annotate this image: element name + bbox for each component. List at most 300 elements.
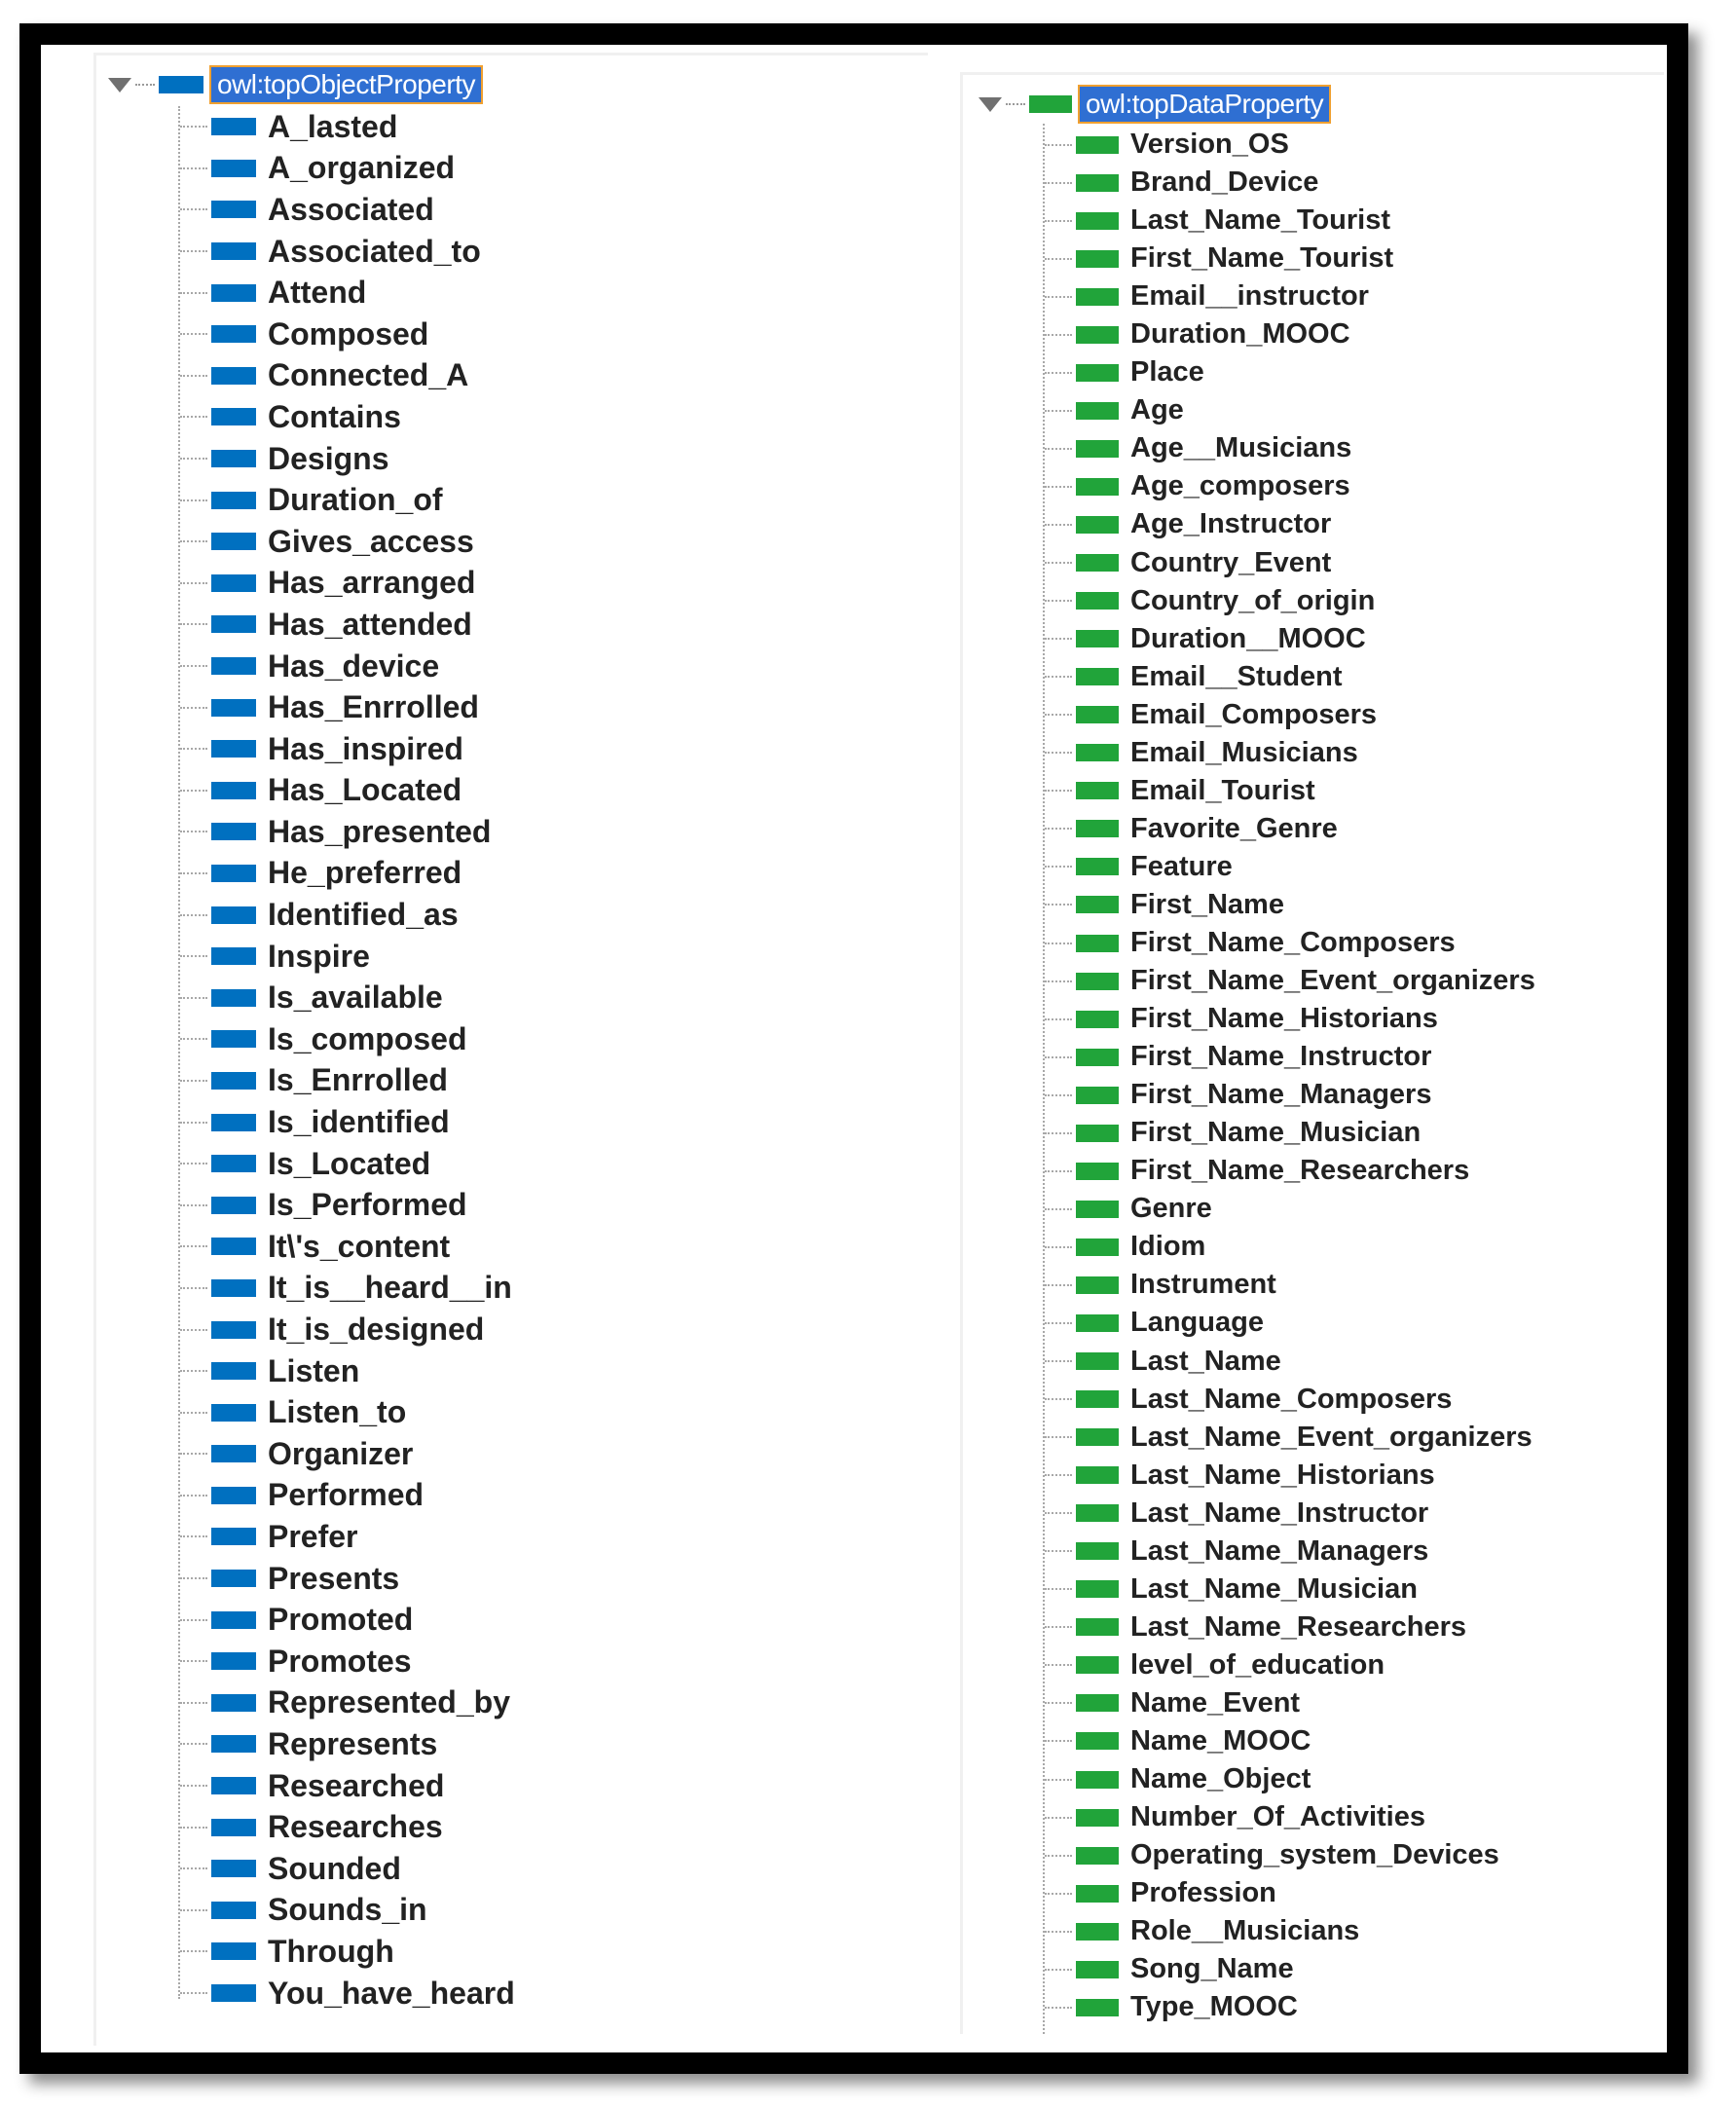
tree-item[interactable] — [1045, 1533, 1535, 1571]
tree-connector — [1045, 1855, 1072, 1857]
tree-connector — [1045, 1094, 1072, 1096]
object-property-icon — [211, 1114, 256, 1131]
data-property-icon — [1076, 1466, 1119, 1484]
tree-connector — [180, 1163, 207, 1164]
object-property-hierarchy-panel — [93, 53, 928, 2046]
tree-item-label: A_lasted — [268, 108, 398, 144]
tree-item-label: Name_MOOC — [1130, 1724, 1311, 1756]
tree-item-label: Song_Name — [1130, 1953, 1294, 1985]
tree-item-label: Listen_to — [268, 1394, 407, 1430]
tree-item[interactable] — [180, 604, 515, 646]
tree-connector — [1045, 1817, 1072, 1819]
tree-connector — [1045, 144, 1072, 146]
data-property-icon — [1076, 820, 1119, 837]
tree-item[interactable] — [1045, 505, 1535, 543]
tree-item[interactable] — [180, 438, 515, 480]
data-property-icon — [1076, 1276, 1119, 1294]
data-property-icon — [1076, 592, 1119, 610]
tree-item[interactable] — [180, 272, 515, 314]
tree-item[interactable] — [180, 936, 515, 978]
data-property-list — [1045, 126, 1535, 2026]
tree-connector — [180, 665, 207, 667]
tree-item[interactable] — [1045, 962, 1535, 1000]
data-property-icon — [1076, 402, 1119, 420]
tree-item-label: First_Name_Event_organizers — [1130, 965, 1535, 997]
tree-item-label: Last_Name — [1130, 1345, 1281, 1377]
tree-connector — [1045, 1702, 1072, 1704]
tree-connector — [1045, 1398, 1072, 1400]
tree-item[interactable] — [180, 1641, 515, 1682]
tree-item-label: Last_Name_Event_organizers — [1130, 1421, 1533, 1453]
data-property-icon — [1076, 1504, 1119, 1522]
tree-connector — [1045, 866, 1072, 868]
data-property-icon — [1076, 212, 1119, 230]
tree-item[interactable] — [1045, 696, 1535, 734]
tree-item[interactable] — [1045, 467, 1535, 505]
tree-item[interactable] — [1045, 1304, 1535, 1342]
tree-connector — [1045, 1474, 1072, 1476]
tree-item[interactable] — [180, 1558, 515, 1600]
tree-item[interactable] — [1045, 1722, 1535, 1760]
data-property-icon — [1076, 1125, 1119, 1142]
tree-item-label: First_Name — [1130, 888, 1284, 920]
tree-item[interactable] — [180, 1599, 515, 1641]
tree-item[interactable] — [1045, 582, 1535, 620]
tree-item[interactable] — [180, 1723, 515, 1765]
tree-item-label: Sounded — [268, 1850, 401, 1886]
tree-connector — [180, 1287, 207, 1289]
tree-item[interactable] — [1045, 1950, 1535, 1988]
tree-item-label: Duration__MOOC — [1130, 622, 1366, 654]
tree-item[interactable] — [1045, 164, 1535, 202]
tree-item-label: Age — [1130, 394, 1184, 426]
tree-item[interactable] — [180, 1848, 515, 1890]
tree-item-label: Identified_as — [268, 897, 459, 933]
tree-connector — [1045, 448, 1072, 450]
tree-item[interactable] — [1045, 544, 1535, 582]
object-property-icon — [211, 947, 256, 965]
tree-item[interactable] — [1045, 126, 1535, 164]
tree-item-label: Performed — [268, 1477, 425, 1513]
tree-item-label: Represents — [268, 1725, 438, 1761]
collapse-triangle-icon[interactable] — [979, 97, 1002, 112]
tree-connector — [1045, 372, 1072, 374]
data-property-icon — [1076, 554, 1119, 572]
tree-item[interactable] — [1045, 1912, 1535, 1950]
tree-item[interactable] — [1045, 1152, 1535, 1190]
tree-item[interactable] — [1045, 1076, 1535, 1114]
tree-connector — [180, 167, 207, 169]
data-property-icon — [1076, 782, 1119, 799]
data-property-icon — [1076, 250, 1119, 268]
tree-item[interactable] — [1045, 1457, 1535, 1495]
object-property-icon — [211, 1777, 256, 1794]
object-property-icon — [211, 740, 256, 758]
tree-item-label: Place — [1130, 356, 1204, 388]
data-property-icon — [1076, 706, 1119, 723]
tree-item-label: You_have_heard — [268, 1975, 515, 2011]
tree-item-label: Attend — [268, 275, 367, 311]
tree-item[interactable] — [180, 396, 515, 438]
tree-item[interactable] — [180, 521, 515, 563]
data-property-icon — [1076, 935, 1119, 952]
tree-connector — [180, 707, 207, 709]
data-tree-root-row[interactable] — [979, 85, 1331, 124]
tree-connector — [1045, 1360, 1072, 1362]
tree-item[interactable] — [180, 355, 515, 397]
object-property-icon — [211, 408, 256, 425]
tree-item-label: Last_Name_Instructor — [1130, 1497, 1429, 1529]
tree-item-label: Has_presented — [268, 813, 492, 849]
data-property-icon — [1076, 1885, 1119, 1903]
data-property-icon — [1076, 1694, 1119, 1712]
tree-connector — [180, 1329, 207, 1331]
tree-item[interactable] — [180, 646, 515, 687]
tree-item[interactable] — [1045, 886, 1535, 924]
tree-item-label: Promotes — [268, 1643, 412, 1679]
tree-connector — [180, 1370, 207, 1372]
object-property-icon — [211, 118, 256, 135]
data-property-icon — [1076, 1352, 1119, 1370]
object-property-icon — [211, 325, 256, 343]
tree-connector — [1045, 828, 1072, 830]
tree-item[interactable] — [180, 1931, 515, 1973]
tree-item[interactable] — [180, 811, 515, 853]
tree-connector — [180, 416, 207, 418]
tree-connector — [180, 1743, 207, 1745]
tree-item-label: Composed — [268, 315, 429, 351]
object-property-icon — [211, 450, 256, 467]
tree-item-label: Is_Located — [268, 1145, 431, 1181]
tree-connector — [1006, 103, 1025, 105]
tree-item[interactable] — [1045, 1419, 1535, 1457]
tree-connector — [1045, 220, 1072, 222]
tree-item[interactable] — [1045, 1190, 1535, 1228]
tree-item-label: First_Name_Researchers — [1130, 1155, 1470, 1187]
tree-connector — [1045, 562, 1072, 564]
tree-item[interactable] — [1045, 1684, 1535, 1722]
data-property-icon — [1076, 1542, 1119, 1560]
tree-item-label: Researched — [268, 1767, 445, 1803]
tree-item-label: Is_Enrrolled — [268, 1062, 448, 1098]
data-property-icon — [1076, 1999, 1119, 2016]
tree-item-label: Feature — [1130, 850, 1233, 882]
tree-item[interactable] — [180, 1060, 515, 1102]
tree-item[interactable] — [1045, 1798, 1535, 1836]
tree-item[interactable] — [180, 1475, 515, 1517]
tree-item-label: Name_Event — [1130, 1686, 1301, 1719]
object-property-icon — [211, 1487, 256, 1504]
tree-connector — [180, 1204, 207, 1206]
object-property-icon — [211, 1570, 256, 1587]
object-property-icon — [211, 1030, 256, 1048]
tree-item[interactable] — [180, 479, 515, 521]
tree-item-label: Type_MOOC — [1130, 1991, 1298, 2023]
tree-item[interactable] — [180, 770, 515, 812]
tree-item[interactable] — [180, 1433, 515, 1475]
tree-item-label: Represented_by — [268, 1684, 510, 1720]
data-property-icon — [1076, 668, 1119, 685]
tree-item[interactable] — [180, 1268, 515, 1310]
tree-connector — [1045, 410, 1072, 412]
tree-connector — [180, 540, 207, 542]
tree-connector — [180, 126, 207, 128]
tree-connector — [1045, 676, 1072, 678]
data-property-icon — [1076, 858, 1119, 875]
object-property-icon — [211, 782, 256, 799]
tree-item[interactable] — [180, 106, 515, 148]
tree-item[interactable] — [180, 894, 515, 936]
data-property-icon — [1029, 95, 1072, 113]
data-property-icon — [1076, 1238, 1119, 1256]
tree-connector — [1045, 790, 1072, 792]
tree-item[interactable] — [1045, 1571, 1535, 1608]
data-property-icon — [1076, 440, 1119, 458]
tree-item[interactable] — [180, 853, 515, 895]
object-property-icon — [211, 1984, 256, 2002]
tree-item[interactable] — [1045, 202, 1535, 240]
tree-connector — [180, 333, 207, 335]
tree-item[interactable] — [1045, 1646, 1535, 1684]
data-property-icon — [1076, 516, 1119, 534]
data-property-icon — [1076, 1847, 1119, 1865]
tree-item-label: Country_of_origin — [1130, 584, 1376, 616]
tree-item[interactable] — [180, 148, 515, 190]
object-property-icon — [211, 492, 256, 509]
tree-item[interactable] — [180, 1143, 515, 1185]
data-property-icon — [1076, 1011, 1119, 1028]
tree-item-label: Genre — [1130, 1193, 1212, 1225]
object-property-icon — [211, 242, 256, 260]
tree-item-label: Number_Of_Activities — [1130, 1801, 1425, 1833]
object-property-list — [180, 106, 515, 2014]
data-tree-root-label[interactable]: owl:topDataProperty — [1078, 85, 1331, 124]
object-property-icon — [211, 1694, 256, 1712]
data-property-icon — [1076, 1049, 1119, 1066]
object-property-icon — [211, 1445, 256, 1462]
tree-item[interactable] — [1045, 620, 1535, 658]
tree-item-label: Email_Tourist — [1130, 774, 1315, 806]
tree-item[interactable] — [1045, 1988, 1535, 2026]
tree-item-label: Prefer — [268, 1518, 358, 1554]
tree-connector — [180, 1122, 207, 1124]
tree-item-label: It_is__heard__in — [268, 1270, 512, 1306]
tree-item-label: Associated_to — [268, 233, 481, 269]
data-property-icon — [1076, 174, 1119, 192]
tree-item-label: Has_attended — [268, 606, 472, 642]
object-property-icon — [211, 160, 256, 177]
tree-item[interactable] — [1045, 810, 1535, 848]
tree-item[interactable] — [1045, 315, 1535, 353]
tree-item[interactable] — [1045, 1874, 1535, 1912]
tree-item-label: Language — [1130, 1307, 1264, 1339]
tree-connector — [180, 790, 207, 792]
tree-connector — [180, 375, 207, 377]
tree-item[interactable] — [180, 189, 515, 231]
tree-item[interactable] — [1045, 240, 1535, 277]
tree-item[interactable] — [1045, 1381, 1535, 1419]
tree-connector — [1045, 524, 1072, 526]
object-tree-root-label[interactable]: owl:topObjectProperty — [209, 65, 483, 104]
object-property-icon — [211, 1735, 256, 1753]
tree-connector — [180, 1827, 207, 1829]
data-property-icon — [1076, 1771, 1119, 1789]
tree-connector — [180, 208, 207, 210]
tree-connector — [180, 914, 207, 916]
tree-item-label: Connected_A — [268, 357, 469, 393]
tree-connector — [1045, 1550, 1072, 1552]
tree-item[interactable] — [180, 1101, 515, 1143]
tree-item-label: Designs — [268, 440, 389, 476]
tree-item[interactable] — [180, 1890, 515, 1932]
data-property-icon — [1076, 1087, 1119, 1104]
data-property-icon — [1076, 896, 1119, 913]
object-property-icon — [211, 1942, 256, 1960]
tree-connector — [180, 250, 207, 252]
tree-item-label: Inspire — [268, 938, 370, 974]
tree-connector — [1045, 752, 1072, 754]
tree-item-label: Has_arranged — [268, 565, 476, 601]
tree-item-label: Has_inspired — [268, 730, 463, 766]
tree-item-label: Idiom — [1130, 1231, 1206, 1263]
data-property-icon — [1076, 288, 1119, 306]
object-property-icon — [211, 615, 256, 633]
tree-item[interactable] — [180, 1806, 515, 1848]
object-property-icon — [211, 367, 256, 385]
tree-item[interactable] — [180, 1350, 515, 1392]
tree-item-label: Is_Performed — [268, 1187, 467, 1223]
tree-item[interactable] — [180, 1184, 515, 1226]
object-property-icon — [211, 1197, 256, 1214]
tree-connector — [180, 1412, 207, 1414]
object-property-icon — [211, 823, 256, 840]
data-property-icon — [1076, 1961, 1119, 1978]
tree-item[interactable] — [1045, 772, 1535, 810]
tree-item[interactable] — [1045, 1608, 1535, 1646]
collapse-triangle-icon[interactable] — [108, 78, 131, 92]
tree-item[interactable] — [1045, 1760, 1535, 1798]
tree-item[interactable] — [180, 1682, 515, 1724]
object-property-icon — [211, 1652, 256, 1670]
data-property-icon — [1076, 1201, 1119, 1218]
tree-connector — [180, 1577, 207, 1579]
object-property-icon — [211, 657, 256, 675]
tree-item[interactable] — [1045, 1228, 1535, 1266]
tree-connector — [1045, 1893, 1072, 1895]
tree-item-label: Duration_of — [268, 482, 443, 518]
tree-connector — [1045, 638, 1072, 640]
object-property-icon — [211, 1611, 256, 1629]
tree-item-label: Email_Musicians — [1130, 736, 1358, 768]
tree-item[interactable] — [1045, 1038, 1535, 1076]
tree-item-label: Age_composers — [1130, 470, 1350, 502]
data-property-icon — [1076, 1428, 1119, 1446]
object-property-icon — [211, 1279, 256, 1297]
tree-item[interactable] — [1045, 658, 1535, 696]
tree-connector — [1045, 1170, 1072, 1172]
tree-connector — [180, 872, 207, 874]
tree-item[interactable] — [1045, 1343, 1535, 1381]
tree-item[interactable] — [1045, 848, 1535, 886]
tree-item[interactable] — [180, 686, 515, 728]
data-property-icon — [1076, 478, 1119, 496]
tree-item[interactable] — [1045, 1000, 1535, 1038]
tree-connector — [1045, 943, 1072, 944]
object-tree-root-row[interactable] — [108, 65, 483, 104]
tree-connector — [180, 1950, 207, 1952]
tree-item[interactable] — [180, 1309, 515, 1350]
tree-item-label: Researches — [268, 1809, 443, 1845]
tree-item[interactable] — [1045, 734, 1535, 772]
tree-item-label: A_organized — [268, 150, 456, 186]
object-property-icon — [211, 1902, 256, 1919]
data-property-icon — [1076, 1390, 1119, 1408]
tree-connector — [1045, 258, 1072, 260]
tree-item[interactable] — [1045, 1114, 1535, 1152]
tree-connector — [1045, 1740, 1072, 1742]
object-property-icon — [211, 1072, 256, 1090]
tree-item-label: Favorite_Genre — [1130, 812, 1338, 844]
tree-item[interactable] — [1045, 429, 1535, 467]
tree-item[interactable] — [180, 1226, 515, 1268]
tree-item-label: First_Name_Composers — [1130, 927, 1456, 958]
tree-item[interactable] — [180, 231, 515, 273]
tree-connector — [180, 458, 207, 460]
object-property-icon — [211, 699, 256, 717]
tree-item[interactable] — [180, 977, 515, 1018]
tree-item[interactable] — [1045, 1836, 1535, 1874]
tree-item[interactable] — [180, 1018, 515, 1060]
object-property-icon — [211, 533, 256, 550]
tree-item[interactable] — [1045, 391, 1535, 429]
tree-item[interactable] — [1045, 924, 1535, 962]
tree-item-label: First_Name_Historians — [1130, 1003, 1438, 1035]
data-property-icon — [1076, 1656, 1119, 1674]
tree-item[interactable] — [180, 1391, 515, 1433]
tree-item[interactable] — [180, 314, 515, 355]
tree-item-label: Has_device — [268, 647, 440, 684]
tree-item-label: He_preferred — [268, 855, 462, 891]
data-property-icon — [1076, 1580, 1119, 1598]
data-property-icon — [1076, 1809, 1119, 1827]
tree-connector — [180, 955, 207, 957]
tree-connector — [180, 582, 207, 584]
tree-item-label: Has_Located — [268, 772, 462, 808]
tree-item[interactable] — [180, 1765, 515, 1807]
tree-item[interactable] — [180, 563, 515, 605]
tree-connector — [180, 831, 207, 832]
tree-item[interactable] — [180, 1973, 515, 2015]
tree-connector — [180, 623, 207, 625]
tree-connector — [180, 748, 207, 750]
tree-connector — [180, 1992, 207, 1994]
tree-connector — [1045, 714, 1072, 716]
tree-item-label: Version_OS — [1130, 129, 1289, 161]
data-property-icon — [1076, 1923, 1119, 1941]
tree-item[interactable] — [180, 1516, 515, 1558]
tree-item[interactable] — [1045, 1266, 1535, 1304]
tree-item-label: Email__instructor — [1130, 280, 1369, 313]
tree-item[interactable] — [180, 728, 515, 770]
data-property-icon — [1076, 1314, 1119, 1332]
tree-connector — [1045, 296, 1072, 298]
tree-item[interactable] — [1045, 277, 1535, 315]
tree-item[interactable] — [1045, 353, 1535, 391]
tree-connector — [180, 1038, 207, 1040]
tree-connector — [1045, 904, 1072, 906]
tree-item[interactable] — [1045, 1495, 1535, 1533]
data-property-icon — [1076, 1163, 1119, 1180]
